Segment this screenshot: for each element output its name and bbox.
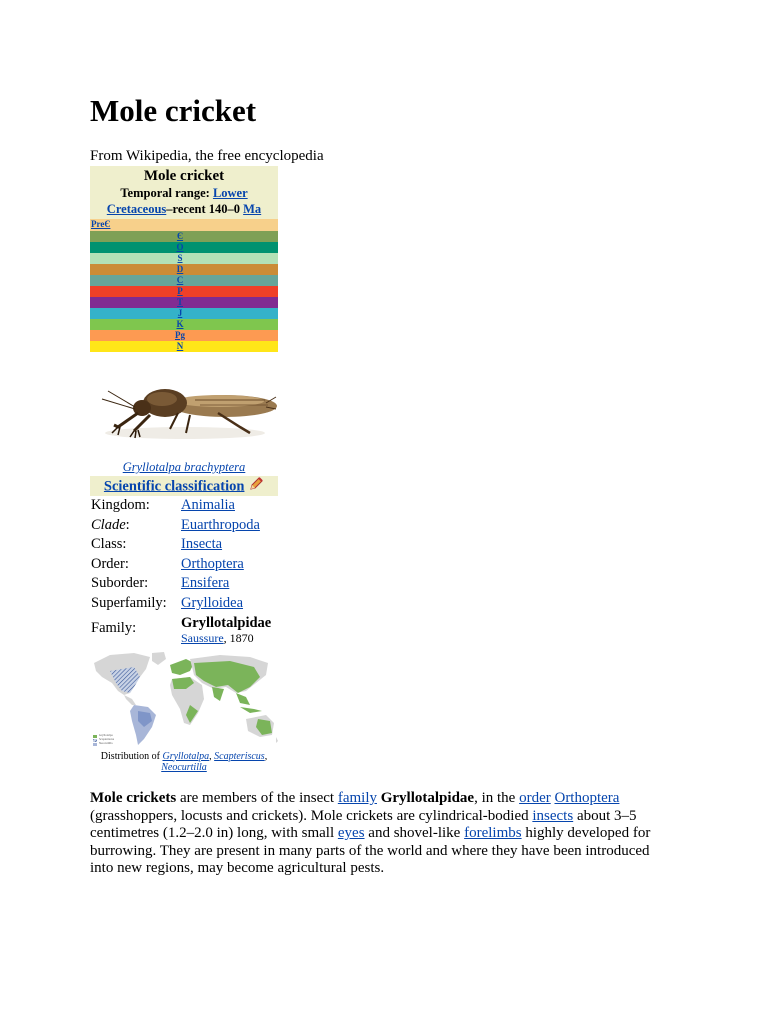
taxonomy-row xyxy=(90,574,278,594)
superfamily-link[interactable]: Grylloidea xyxy=(181,594,244,611)
kingdom-link[interactable]: Animalia xyxy=(181,497,235,513)
period-band xyxy=(90,253,278,264)
order-text-link[interactable]: order xyxy=(519,790,551,806)
rank-label: Superfamily: xyxy=(91,594,167,611)
infobox xyxy=(90,166,278,773)
taxonomy-row xyxy=(90,555,278,575)
gryllotalpa-link[interactable]: Gryllotalpa xyxy=(162,750,210,762)
map-caption-prefix: Distribution of xyxy=(100,750,160,762)
period-label[interactable]: J xyxy=(177,308,183,318)
period-label[interactable]: N xyxy=(176,341,184,351)
page-title: Mole cricket xyxy=(90,93,257,128)
mole-cricket-image xyxy=(90,353,278,459)
taxonomy-row xyxy=(90,496,278,516)
legend-label-neocurtilla: Neocurtilla xyxy=(99,740,113,745)
rank-label: Clade: xyxy=(91,516,130,533)
para-text: about 3–5 centimetres (1.2–2.0 in) long, with small xyxy=(90,807,637,842)
legend-swatch-neocurtilla xyxy=(93,743,97,746)
period-band xyxy=(90,341,278,352)
para-text: (grasshoppers, locusts and crickets). Mole crickets are cylindrical-bodied xyxy=(90,807,533,824)
period-band xyxy=(90,264,278,275)
photo-caption xyxy=(90,459,278,475)
insects-link[interactable]: insects xyxy=(532,807,574,824)
suborder-link[interactable]: Ensifera xyxy=(181,575,230,592)
temporal-range xyxy=(90,185,278,217)
order-link[interactable]: Orthoptera xyxy=(181,555,244,572)
period-band xyxy=(90,319,278,330)
forelimbs-link[interactable]: forelimbs xyxy=(464,825,522,842)
lower-link[interactable]: Lower xyxy=(212,186,248,200)
precambrian-band xyxy=(90,219,278,231)
period-label[interactable]: P xyxy=(177,286,183,296)
para-text: , in the xyxy=(474,790,520,806)
range-text: –recent 140–0 xyxy=(166,202,240,216)
neocurtilla-link[interactable]: Neocurtilla xyxy=(161,761,207,773)
orthoptera-text-link[interactable]: Orthoptera xyxy=(554,790,620,806)
cretaceous-link[interactable]: Cretaceous xyxy=(106,202,167,216)
infobox-header xyxy=(90,166,278,219)
para-text: and shovel-like xyxy=(364,825,465,842)
rank-label: Kingdom: xyxy=(91,497,150,513)
ma-link[interactable]: Ma xyxy=(243,202,262,216)
taxonomy-row xyxy=(90,614,278,645)
legend-label-gryllotalpa: Gryllotalpa xyxy=(99,732,113,737)
period-label[interactable]: T xyxy=(176,297,184,307)
rank-label: Family: xyxy=(91,620,137,637)
period-band xyxy=(90,297,278,308)
map-caption xyxy=(90,751,278,773)
rank-label: Order: xyxy=(91,555,129,572)
period-band xyxy=(90,308,278,319)
period-band xyxy=(90,231,278,242)
period-label[interactable]: D xyxy=(176,264,184,274)
family-name: Gryllotalpidae xyxy=(181,614,272,631)
period-label[interactable]: Є xyxy=(176,231,184,241)
period-band xyxy=(90,242,278,253)
clade-link[interactable]: Euarthropoda xyxy=(181,516,260,533)
scientific-classification-link[interactable]: Scientific classification xyxy=(103,478,245,495)
distribution-map-image xyxy=(90,649,278,749)
pencil-icon[interactable] xyxy=(248,476,264,498)
legend-swatch-scapteriscus xyxy=(93,739,97,742)
legend-swatch-gryllotalpa xyxy=(93,735,97,738)
scientific-classification-header xyxy=(90,476,278,496)
saussure-link[interactable]: Saussure xyxy=(181,630,224,645)
taxonomy-row xyxy=(90,535,278,555)
family-link[interactable]: family xyxy=(337,790,377,806)
infobox-title: Mole cricket xyxy=(143,168,225,184)
lead-bold: Mole crickets xyxy=(90,790,177,806)
period-label[interactable]: S xyxy=(177,253,183,263)
distribution-map[interactable] xyxy=(90,649,278,749)
class-link[interactable]: Insecta xyxy=(181,536,223,553)
legend-label-scapteriscus: Scapteriscus xyxy=(99,736,114,741)
period-label[interactable]: C xyxy=(176,275,184,285)
mole-cricket-photo[interactable] xyxy=(90,353,278,459)
precambrian-label[interactable]: PreЄ xyxy=(91,219,111,229)
geologic-timeline xyxy=(90,219,278,353)
period-label[interactable]: Pg xyxy=(175,330,185,340)
map-caption-sep: , xyxy=(264,750,268,762)
rank-label: Class: xyxy=(91,536,127,553)
scapteriscus-link[interactable]: Scapteriscus xyxy=(214,750,265,762)
rank-label: Suborder: xyxy=(91,575,149,592)
para-text: highly developed for burrowing. They are present in many parts of the world and where they have been introduced into new regions, may become agricultural pests. xyxy=(90,825,651,877)
period-label[interactable]: K xyxy=(176,319,184,329)
para-text: are members of the insect xyxy=(176,790,338,806)
period-band xyxy=(90,286,278,297)
taxonomy-table xyxy=(90,496,278,645)
period-band xyxy=(90,275,278,286)
taxonomy-row xyxy=(90,594,278,614)
family-year: , 1870 xyxy=(223,630,254,645)
photo-caption-link[interactable]: Gryllotalpa brachyptera xyxy=(122,460,246,474)
gryllotalpidae-bold: Gryllotalpidae xyxy=(380,790,475,806)
family-authority xyxy=(181,632,277,645)
period-label[interactable]: O xyxy=(176,242,184,252)
temporal-range-label: Temporal range: xyxy=(120,186,210,200)
taxonomy-row xyxy=(90,516,278,536)
eyes-link[interactable]: eyes xyxy=(337,825,365,842)
lead-paragraph xyxy=(90,790,660,878)
clade-label: Clade xyxy=(91,516,126,533)
tagline: From Wikipedia, the free encyclopedia xyxy=(90,148,324,164)
map-caption-sep: , xyxy=(209,750,212,762)
